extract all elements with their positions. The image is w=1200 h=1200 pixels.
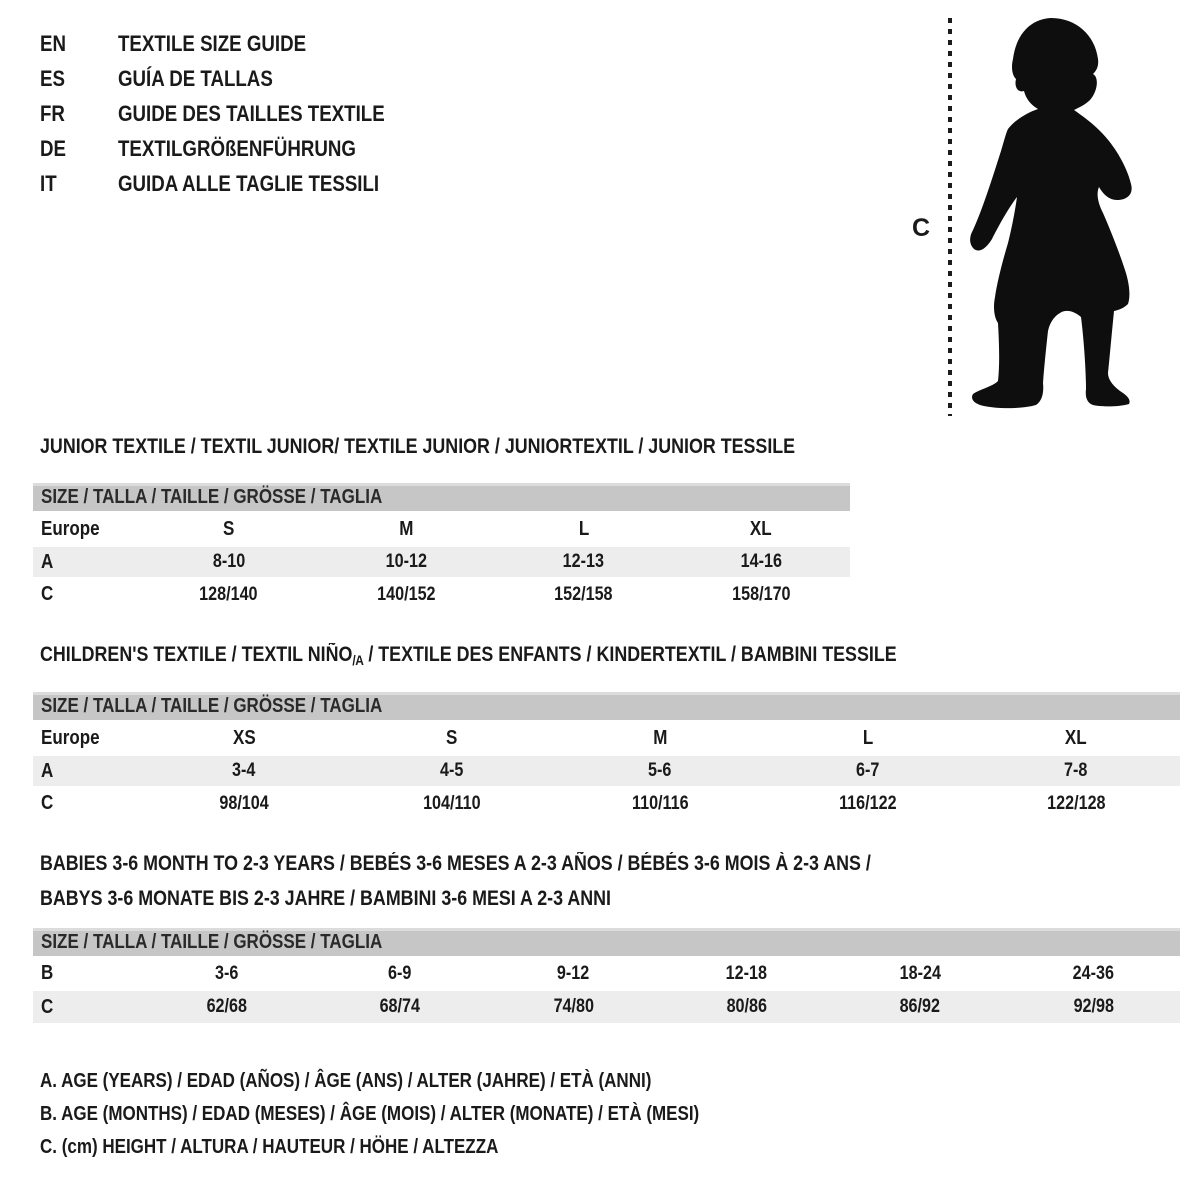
language-row-es xyxy=(40,61,432,96)
babies-row-months: B 3-6 6-9 9-12 12-18 18-24 24-36 xyxy=(41,962,1114,984)
babies-row-height: C 62/68 68/74 74/80 80/86 86/92 92/98 xyxy=(33,991,1180,1023)
junior-row-age: A 8-10 10-12 12-13 14-16 xyxy=(33,547,850,577)
legend-height-cm: C. (cm) HEIGHT / ALTURA / HAUTEUR / HÖHE / ALTEZZA xyxy=(40,1136,499,1158)
babies-row-height-label: C xyxy=(41,995,54,1018)
children-row-height: C 98/104 104/110 110/116 116/122 122/128 xyxy=(41,792,1106,814)
children-row-europe-label: Europe xyxy=(41,726,100,749)
language-row-en xyxy=(40,26,432,61)
language-row-fr xyxy=(40,96,432,131)
legend-age-years: A. AGE (YEARS) / EDAD (AÑOS) / ÂGE (ANS) / ALTER (JAHRE) / ETÀ (ANNI) xyxy=(40,1070,652,1092)
language-code-fr: FR xyxy=(40,100,65,126)
children-size-table xyxy=(33,692,1180,821)
children-row-height-label: C xyxy=(41,792,54,814)
children-section-title: CHILDREN'S TEXTILE / TEXTIL NIÑO/A / TEXTILE DES ENFANTS / KINDERTEXTIL / BAMBINI TESSILE xyxy=(40,643,897,668)
guide-title-fr: GUIDE DES TAILLES TEXTILE xyxy=(118,100,385,126)
babies-row-months-label: B xyxy=(41,962,54,984)
guide-title-es: GUÍA DE TALLAS xyxy=(118,65,273,91)
junior-row-height: C 128/140 140/152 152/158 158/170 xyxy=(41,583,791,605)
junior-size-header-bar xyxy=(33,483,850,511)
language-title-block xyxy=(40,26,432,201)
height-measure-dashed-line xyxy=(948,18,952,416)
children-row-age: A 3-4 4-5 5-6 6-7 7-8 xyxy=(33,756,1180,786)
legend-age-months: B. AGE (MONTHS) / EDAD (MESES) / ÂGE (MOIS) / ALTER (MONATE) / ETÀ (MESI) xyxy=(40,1103,700,1125)
junior-size-header-text: SIZE / TALLA / TAILLE / GRÖSSE / TAGLIA xyxy=(41,485,383,508)
babies-section-title-line1: BABIES 3-6 MONTH TO 2-3 YEARS / BEBÉS 3-6 MESES A 2-3 AÑOS / BÉBÉS 3-6 MOIS À 2-3 ANS / xyxy=(40,852,871,875)
language-row-it xyxy=(40,166,432,201)
babies-size-header-text: SIZE / TALLA / TAILLE / GRÖSSE / TAGLIA xyxy=(41,930,383,953)
toddler-silhouette-image xyxy=(958,10,1170,422)
babies-size-table xyxy=(33,928,1180,1023)
children-title-subscript: /A xyxy=(352,652,364,668)
children-size-header-bar xyxy=(33,692,1180,720)
guide-title-de: TEXTILGRÖßENFÜHRUNG xyxy=(118,135,356,161)
junior-row-europe-label: Europe xyxy=(41,517,100,540)
junior-row-age-label: A xyxy=(41,550,54,573)
junior-row-height-label: C xyxy=(41,583,54,605)
babies-size-header-bar xyxy=(33,928,1180,956)
babies-section-title-line2: BABYS 3-6 MONATE BIS 2-3 JAHRE / BAMBINI 3-6 MESI A 2-3 ANNI xyxy=(40,887,611,910)
junior-size-table xyxy=(33,483,850,612)
language-row-de xyxy=(40,131,432,166)
children-row-europe: Europe XS S M L XL xyxy=(41,726,1087,749)
height-measure-label: C xyxy=(912,214,931,242)
children-size-header-text: SIZE / TALLA / TAILLE / GRÖSSE / TAGLIA xyxy=(41,694,383,717)
junior-row-europe: Europe S M L XL xyxy=(41,517,773,540)
guide-title-en: TEXTILE SIZE GUIDE xyxy=(118,30,307,56)
language-code-es: ES xyxy=(40,65,65,91)
language-code-en: EN xyxy=(40,30,66,56)
language-code-it: IT xyxy=(40,170,57,196)
language-code-de: DE xyxy=(40,135,66,161)
junior-section-title: JUNIOR TEXTILE / TEXTIL JUNIOR/ TEXTILE JUNIOR / JUNIORTEXTIL / JUNIOR TESSILE xyxy=(40,435,796,458)
children-row-age-label: A xyxy=(41,759,54,782)
guide-title-it: GUIDA ALLE TAGLIE TESSILI xyxy=(118,170,380,196)
